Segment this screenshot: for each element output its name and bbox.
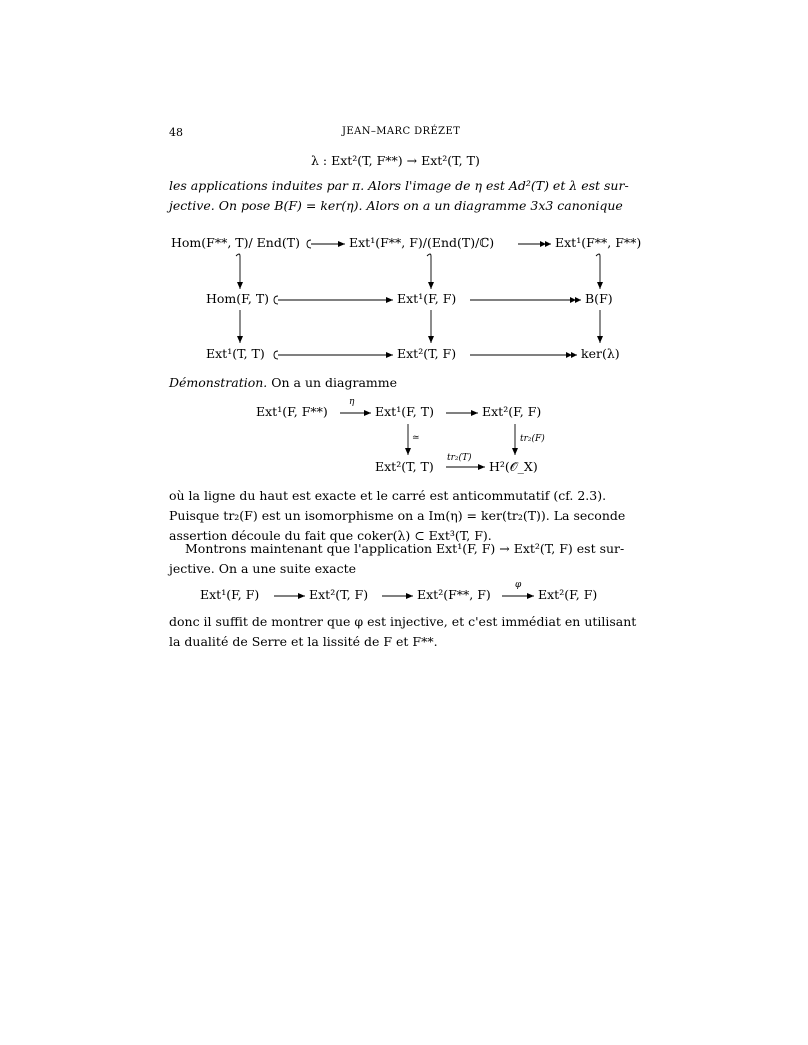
tr2t-label: tr₂(T) xyxy=(447,453,472,463)
eta-label: η xyxy=(349,397,355,407)
phi-label: φ xyxy=(515,580,522,590)
seq-term-4: Ext²(F, F) xyxy=(538,587,598,602)
d2-bottom-2: H²(𝒪_X) xyxy=(489,459,538,474)
p3-line-1: donc il suffit de montrer que φ est injective, et c'est immédiat en utilisant xyxy=(169,614,637,629)
iso-label: ≃ xyxy=(412,433,420,443)
p1-line-3: assertion découle du fait que coker(λ) ⊂ Ext³(T, F). xyxy=(169,528,492,543)
d1-r3-c3: ker(λ) xyxy=(581,346,620,361)
intro-line-2: jective. On pose B(F) = ker(η). Alors on a un diagramme 3x3 canonique xyxy=(169,198,623,213)
p1-line-2: Puisque tr₂(F) est un isomorphisme on a Im(η) = ker(tr₂(T)). La seconde xyxy=(169,508,626,523)
tr2f-label: tr₂(F) xyxy=(520,434,545,444)
d2-top-1: Ext¹(F, F**) xyxy=(256,404,328,419)
intro-line-1: les applications induites par π. Alors l'image de η est Ad²(T) et λ est sur- xyxy=(169,178,629,193)
d2-top-2: Ext¹(F, T) xyxy=(375,404,434,419)
d1-r2-c3: B(F) xyxy=(585,291,613,306)
d2-bottom-1: Ext²(T, T) xyxy=(375,459,434,474)
d1-r2-c1: Hom(F, T) xyxy=(206,291,270,306)
d2-top-3: Ext²(F, F) xyxy=(482,404,542,419)
d1-r1-c2: Ext¹(F**, F)/(End(T)/ℂ) xyxy=(349,235,495,250)
running-title: JEAN–MARC DRÉZET xyxy=(342,126,461,137)
d1-r2-c2: Ext¹(F, F) xyxy=(397,291,457,306)
seq-term-3: Ext²(F**, F) xyxy=(417,587,491,602)
p2-line-2: jective. On a une suite exacte xyxy=(169,561,357,576)
lambda-formula: λ : Ext²(T, F**) → Ext²(T, T) xyxy=(311,153,480,168)
p1-line-1: où la ligne du haut est exacte et le carré est anticommutatif (cf. 2.3). xyxy=(169,488,607,503)
p2-line-1: Montrons maintenant que l'application Ext¹(F, F) → Ext²(T, F) est sur- xyxy=(185,541,625,556)
d1-r3-c1: Ext¹(T, T) xyxy=(206,346,265,361)
d1-r1-c3: Ext¹(F**, F**) xyxy=(555,235,642,250)
page-number: 48 xyxy=(169,126,183,139)
d1-r3-c2: Ext²(T, F) xyxy=(397,346,457,361)
seq-term-1: Ext¹(F, F) xyxy=(200,587,260,602)
proof-start: On a un diagramme xyxy=(271,375,398,390)
d1-r1-c1: Hom(F**, T)/ End(T) xyxy=(171,235,300,250)
proof-label: Démonstration. xyxy=(169,375,268,390)
paragraph-3 xyxy=(169,612,641,652)
seq-term-2: Ext²(T, F) xyxy=(309,587,369,602)
p3-line-2: la dualité de Serre et la lissité de F et F**. xyxy=(169,634,438,649)
